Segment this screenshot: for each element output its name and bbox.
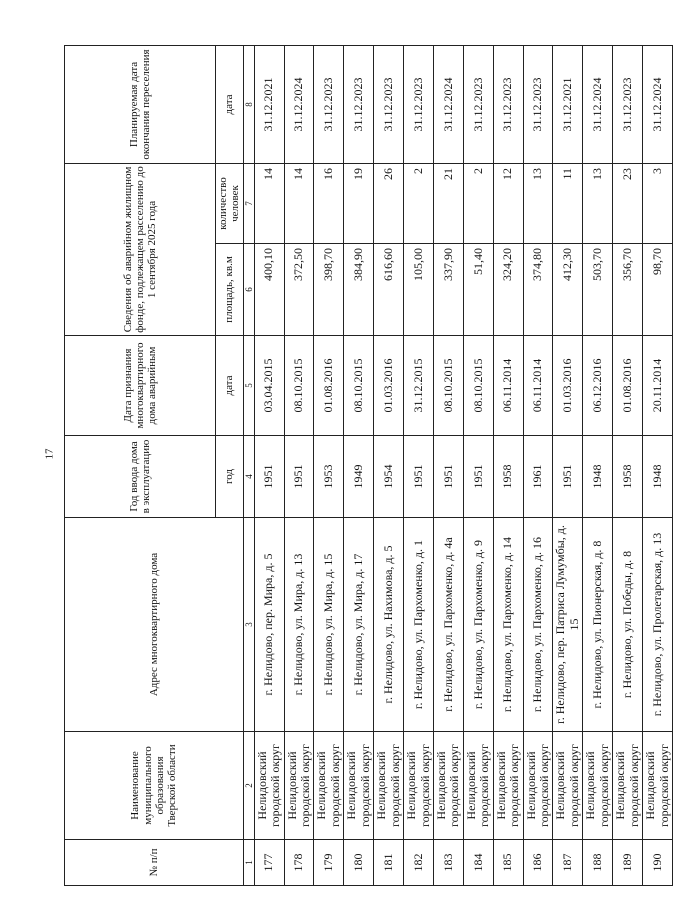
row-people: 13 [583,163,613,243]
row-municipality: Нелидовский городской округ [314,732,344,840]
row-year: 1953 [314,436,344,518]
row-address: г. Нелидово, ул. Мира, д. 17 [344,518,374,732]
row-year: 1951 [463,436,493,518]
column-number: 4 [243,436,254,518]
column-number: 3 [243,518,254,732]
row-municipality: Нелидовский городской округ [374,732,404,840]
row-planned-date: 31.12.2023 [523,45,553,163]
row-planned-date: 31.12.2021 [553,45,583,163]
row-date: 20.11.2014 [643,336,673,436]
row-date: 01.03.2016 [374,336,404,436]
row-year: 1949 [344,436,374,518]
row-area: 337,90 [433,244,463,336]
row-number: 185 [493,840,523,886]
row-address: г. Нелидово, ул. Мира, д. 15 [314,518,344,732]
row-area: 98,70 [643,244,673,336]
row-number: 180 [344,840,374,886]
row-address: г. Нелидово, ул. Мира, д. 13 [284,518,314,732]
row-date: 01.03.2016 [553,336,583,436]
row-planned-date: 31.12.2023 [493,45,523,163]
row-address: г. Нелидово, ул. Нахимова, д. 5 [374,518,404,732]
row-date: 08.10.2015 [463,336,493,436]
table-row [284,45,314,885]
rotated-page [64,46,671,886]
row-address: г. Нелидово, ул. Пролетарская, д. 13 [643,518,673,732]
row-planned-date: 31.12.2023 [463,45,493,163]
row-municipality: Нелидовский городской округ [583,732,613,840]
row-year: 1951 [433,436,463,518]
row-address: г. Нелидово, пер. Патриса Лумумбы, д. 15 [553,518,583,732]
header-year: Год ввода дома в эксплуатацию [65,436,216,518]
row-people: 14 [254,163,284,243]
row-year: 1951 [254,436,284,518]
row-municipality: Нелидовский городской округ [553,732,583,840]
row-planned-date: 31.12.2024 [583,45,613,163]
row-address: г. Нелидово, ул. Пархоменко, д. 9 [463,518,493,732]
row-people: 16 [314,163,344,243]
row-date: 08.10.2015 [433,336,463,436]
row-address: г. Нелидово, ул. Пархоменко, д. 16 [523,518,553,732]
subheader-year: год [216,436,244,518]
row-planned-date: 31.12.2024 [433,45,463,163]
row-people: 26 [374,163,404,243]
row-planned-date: 31.12.2023 [404,45,434,163]
row-number: 188 [583,840,613,886]
table-row [254,45,284,885]
row-people: 3 [643,163,673,243]
row-date: 06.12.2016 [583,336,613,436]
row-year: 1954 [374,436,404,518]
row-area: 356,70 [613,244,643,336]
row-date: 06.11.2014 [493,336,523,436]
row-address: г. Нелидово, ул. Пионерская, д. 8 [583,518,613,732]
row-year: 1951 [404,436,434,518]
row-people: 14 [284,163,314,243]
row-number: 183 [433,840,463,886]
row-area: 503,70 [583,244,613,336]
table-row [374,45,404,885]
table-row [314,45,344,885]
row-address: г. Нелидово, ул. Пархоменко, д. 1 [404,518,434,732]
table-row [523,45,553,885]
row-number: 179 [314,840,344,886]
row-number: 177 [254,840,284,886]
row-area: 324,20 [493,244,523,336]
table-row [493,45,523,885]
subheader-people: количество человек [216,163,244,243]
row-area: 105,00 [404,244,434,336]
column-number: 7 [243,163,254,243]
row-municipality: Нелидовский городской округ [523,732,553,840]
subheader-date: дата [216,336,244,436]
page-number: 17 [43,448,56,460]
row-planned-date: 31.12.2023 [374,45,404,163]
row-people: 23 [613,163,643,243]
row-municipality: Нелидовский городской округ [254,732,284,840]
emergency-housing-table [64,45,673,886]
row-area: 374,80 [523,244,553,336]
row-year: 1958 [613,436,643,518]
row-municipality: Нелидовский городской округ [493,732,523,840]
column-number: 6 [243,244,254,336]
row-number: 186 [523,840,553,886]
row-date: 01.08.2016 [613,336,643,436]
row-municipality: Нелидовский городской округ [613,732,643,840]
row-year: 1951 [553,436,583,518]
row-date: 31.12.2015 [404,336,434,436]
table-row [643,45,673,885]
table-row [433,45,463,885]
table-row [583,45,613,885]
row-area: 384,90 [344,244,374,336]
row-area: 400,10 [254,244,284,336]
row-people: 19 [344,163,374,243]
row-municipality: Нелидовский городской округ [284,732,314,840]
column-number: 1 [243,840,254,886]
row-planned-date: 31.12.2023 [314,45,344,163]
row-planned-date: 31.12.2021 [254,45,284,163]
header-planned-date: Планируемая дата окончания переселения [65,45,216,163]
table-row [613,45,643,885]
header-recognition-date: Дата признания многоквартирного дома аварийным [65,336,216,436]
table-row [404,45,434,885]
row-date: 01.08.2016 [314,336,344,436]
row-date: 06.11.2014 [523,336,553,436]
row-year: 1948 [583,436,613,518]
row-area: 412,30 [553,244,583,336]
row-area: 616,60 [374,244,404,336]
row-people: 21 [433,163,463,243]
row-address: г. Нелидово, ул. Победы, д. 8 [613,518,643,732]
header-address: Адрес многоквартирного дома [65,518,244,732]
row-number: 181 [374,840,404,886]
column-number: 8 [243,45,254,163]
table-row [344,45,374,885]
row-address: г. Нелидово, ул. Пархоменко, д. 14 [493,518,523,732]
row-people: 2 [463,163,493,243]
table-row [463,45,493,885]
row-year: 1951 [284,436,314,518]
row-address: г. Нелидово, пер. Мира, д. 5 [254,518,284,732]
row-municipality: Нелидовский городской округ [463,732,493,840]
column-number: 2 [243,732,254,840]
row-number: 189 [613,840,643,886]
subheader-area: площадь, кв.м [216,244,244,336]
header-number: № п/п [65,840,244,886]
row-people: 13 [523,163,553,243]
column-numbers-row [243,45,254,885]
header-row [65,45,216,885]
row-area: 398,70 [314,244,344,336]
row-number: 187 [553,840,583,886]
row-municipality: Нелидовский городской округ [643,732,673,840]
row-date: 08.10.2015 [284,336,314,436]
row-year: 1961 [523,436,553,518]
row-date: 03.04.2015 [254,336,284,436]
row-number: 182 [404,840,434,886]
row-address: г. Нелидово, ул. Пархоменко, д. 4а [433,518,463,732]
row-municipality: Нелидовский городской округ [433,732,463,840]
row-planned-date: 31.12.2024 [284,45,314,163]
row-planned-date: 31.12.2023 [344,45,374,163]
row-planned-date: 31.12.2023 [613,45,643,163]
row-area: 372,50 [284,244,314,336]
column-number: 5 [243,336,254,436]
row-planned-date: 31.12.2024 [643,45,673,163]
row-municipality: Нелидовский городской округ [404,732,434,840]
header-emergency-fund: Сведения об аварийном жилищном фонде, подлежащем расселению до 1 сентября 2025 года [65,163,216,335]
row-year: 1958 [493,436,523,518]
row-year: 1948 [643,436,673,518]
subheader-planned-date: дата [216,45,244,163]
row-number: 190 [643,840,673,886]
header-municipality: Наименование муниципального образования Тверской области [65,732,244,840]
row-people: 11 [553,163,583,243]
row-people: 12 [493,163,523,243]
table-row [553,45,583,885]
row-people: 2 [404,163,434,243]
row-number: 178 [284,840,314,886]
row-municipality: Нелидовский городской округ [344,732,374,840]
row-area: 51,40 [463,244,493,336]
row-date: 08.10.2015 [344,336,374,436]
row-number: 184 [463,840,493,886]
